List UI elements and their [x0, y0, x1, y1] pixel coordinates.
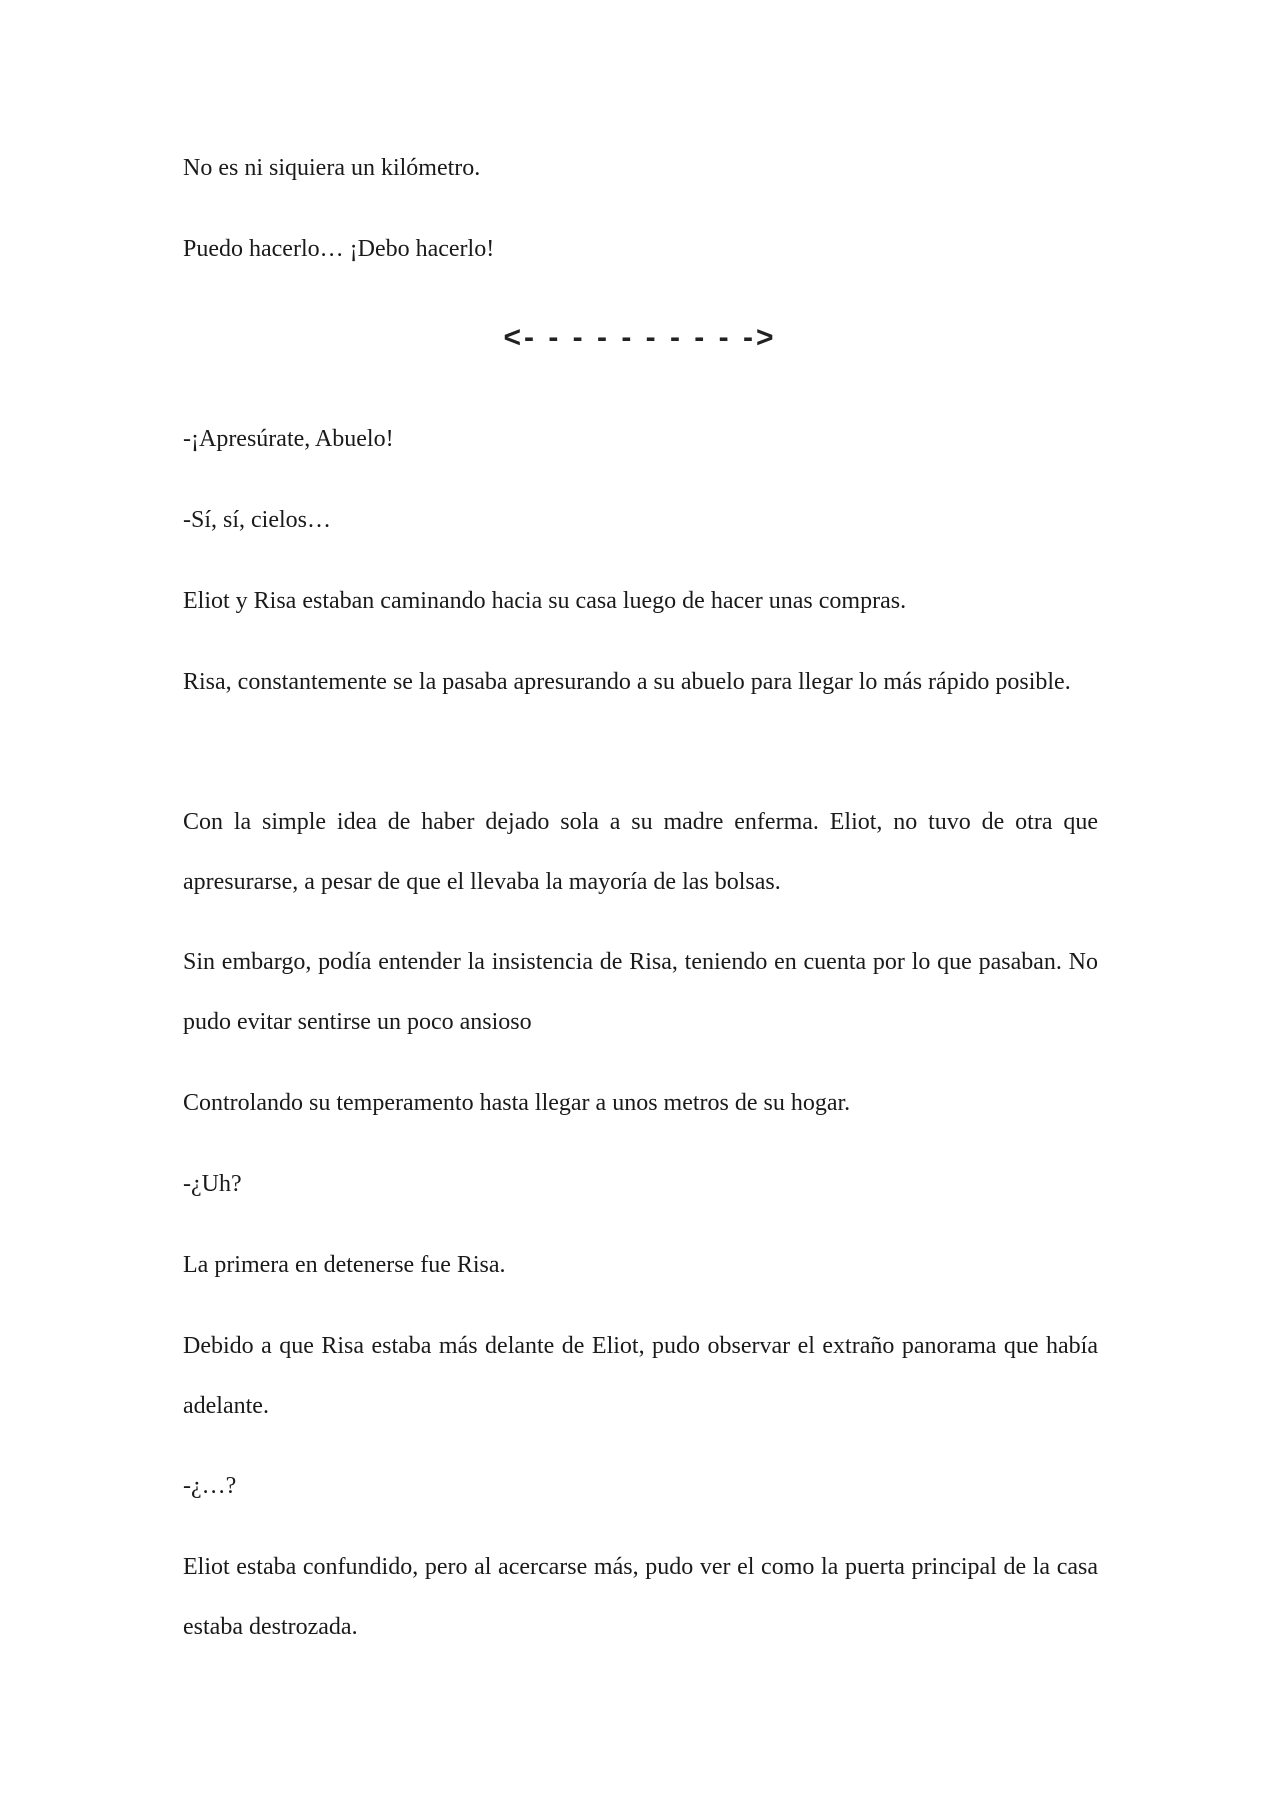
dialogue-si-cielos: -Sí, sí, cielos…	[183, 507, 331, 533]
scene-separator: <- - - - - - - - - ->	[503, 321, 777, 354]
dialogue-ellipsis: -¿…?	[183, 1473, 237, 1499]
dialogue-uh: -¿Uh?	[183, 1171, 242, 1197]
paragraph-primera-detenerse: La primera en detenerse fue Risa.	[183, 1252, 506, 1278]
paragraph-madre-enferma: Con la simple idea de haber dejado sola a su madre enferma. Eliot, no tuvo de otra que apresurarse, a pesar de que el llevaba la mayoría de las bolsas.	[183, 809, 1098, 895]
paragraph-apresurando: Risa, constantemente se la pasaba apresurando a su abuelo para llegar lo más rápido posible.	[183, 669, 1071, 695]
paragraph-temperamento: Controlando su temperamento hasta llegar a unos metros de su hogar.	[183, 1090, 851, 1116]
paragraph-puedo-hacerlo: Puedo hacerlo… ¡Debo hacerlo!	[183, 236, 495, 262]
paragraph-puerta-destrozada: Eliot estaba confundido, pero al acercarse más, pudo ver el como la puerta principal de la casa estaba destrozada.	[183, 1554, 1098, 1640]
paragraph-panorama: Debido a que Risa estaba más delante de Eliot, pudo observar el extraño panorama que había adelante.	[183, 1333, 1098, 1419]
dialogue-apresurate: -¡Apresúrate, Abuelo!	[183, 426, 394, 452]
paragraph-km: No es ni siquiera un kilómetro.	[183, 155, 481, 181]
paragraph-caminando: Eliot y Risa estaban caminando hacia su casa luego de hacer unas compras.	[183, 588, 907, 614]
paragraph-insistencia: Sin embargo, podía entender la insistencia de Risa, teniendo en cuenta por lo que pasaban. No pudo evitar sentirse un poco ansioso	[183, 949, 1098, 1035]
